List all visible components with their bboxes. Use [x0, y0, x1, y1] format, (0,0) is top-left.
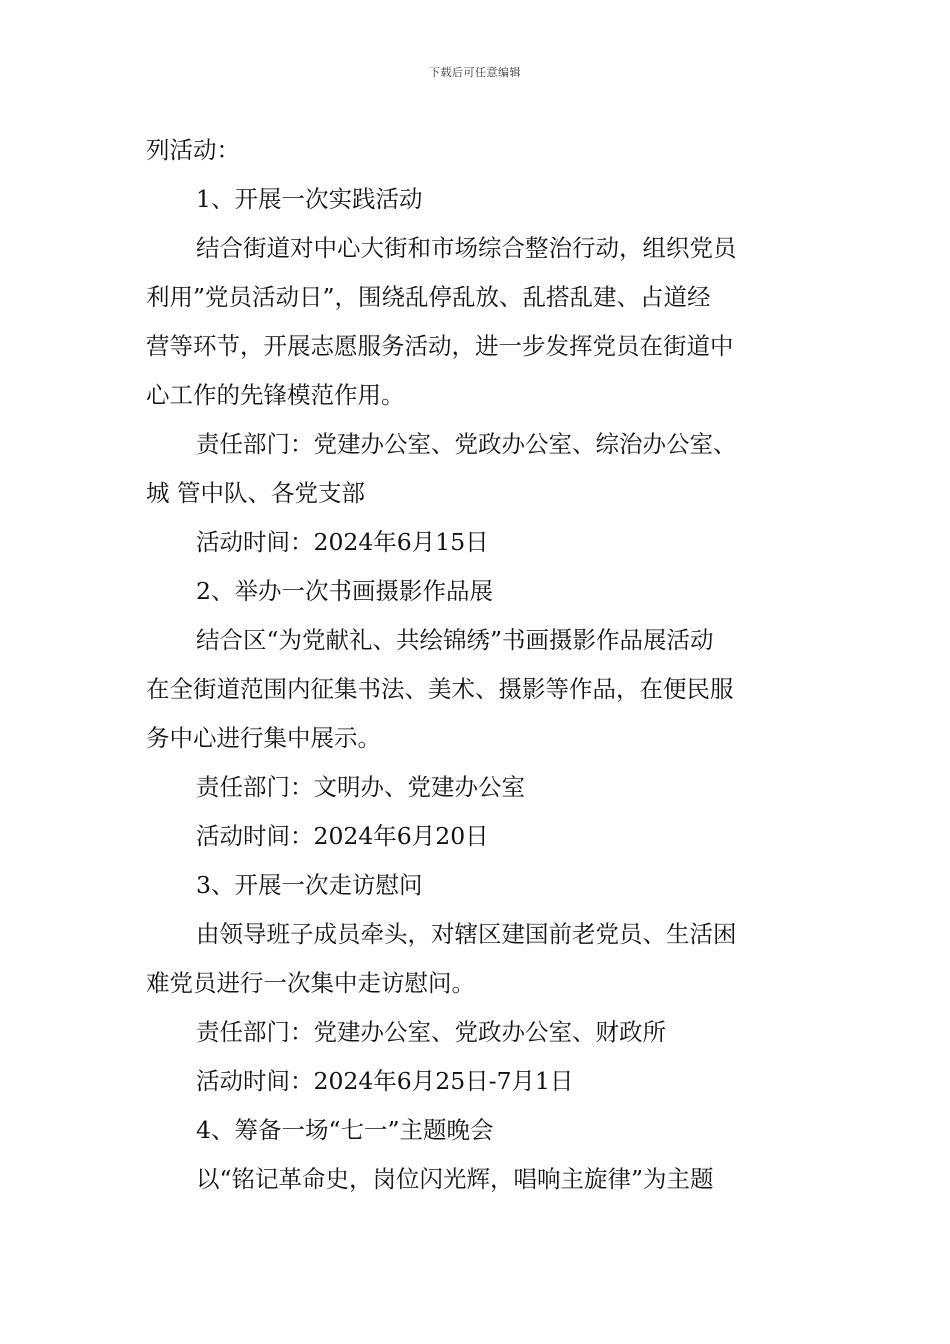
body-line: 列活动： — [146, 136, 240, 164]
section-heading: 3、开展一次走访慰问 — [196, 871, 423, 899]
section-heading: 4、筹备一场“七一”主题晚会 — [196, 1116, 494, 1144]
activity-time: 活动时间：2024年6月25日-7月1日 — [196, 1067, 574, 1095]
body-line: 难党员进行一次集中走访慰问。 — [146, 969, 475, 997]
activity-time: 活动时间：2024年6月15日 — [196, 528, 489, 556]
responsible-department: 责任部门：党建办公室、党政办公室、综治办公室、 — [196, 430, 737, 458]
body-line: 城 管中队、各党支部 — [146, 479, 365, 507]
body-line: 营等环节，开展志愿服务活动，进一步发挥党员在街道中 — [146, 332, 734, 360]
document-body — [146, 126, 808, 1204]
responsible-department: 责任部门：文明办、党建办公室 — [196, 773, 525, 801]
responsible-department: 责任部门：党建办公室、党政办公室、财政所 — [196, 1018, 666, 1046]
body-line: 在全街道范围内征集书法、美术、摄影等作品，在便民服 — [146, 675, 734, 703]
body-line: 利用”党员活动日”，围绕乱停乱放、乱搭乱建、占道经 — [146, 283, 711, 311]
body-line: 心工作的先锋模范作用。 — [146, 381, 405, 409]
body-line: 由领导班子成员牵头，对辖区建国前老党员、生活困 — [196, 920, 737, 948]
section-heading: 1、开展一次实践活动 — [196, 185, 423, 213]
body-line: 务中心进行集中展示。 — [146, 724, 381, 752]
body-line: 结合街道对中心大街和市场综合整治行动，组织党员 — [196, 234, 737, 262]
activity-time: 活动时间：2024年6月20日 — [196, 822, 489, 850]
body-line: 以“铭记革命史，岗位闪光辉，唱响主旋律”为主题 — [196, 1165, 714, 1193]
body-line: 结合区“为党献礼、共绘锦绣”书画摄影作品展活动 — [196, 626, 714, 654]
section-heading: 2、举办一次书画摄影作品展 — [196, 577, 493, 605]
page-header: 下载后可任意编辑 — [429, 66, 521, 79]
